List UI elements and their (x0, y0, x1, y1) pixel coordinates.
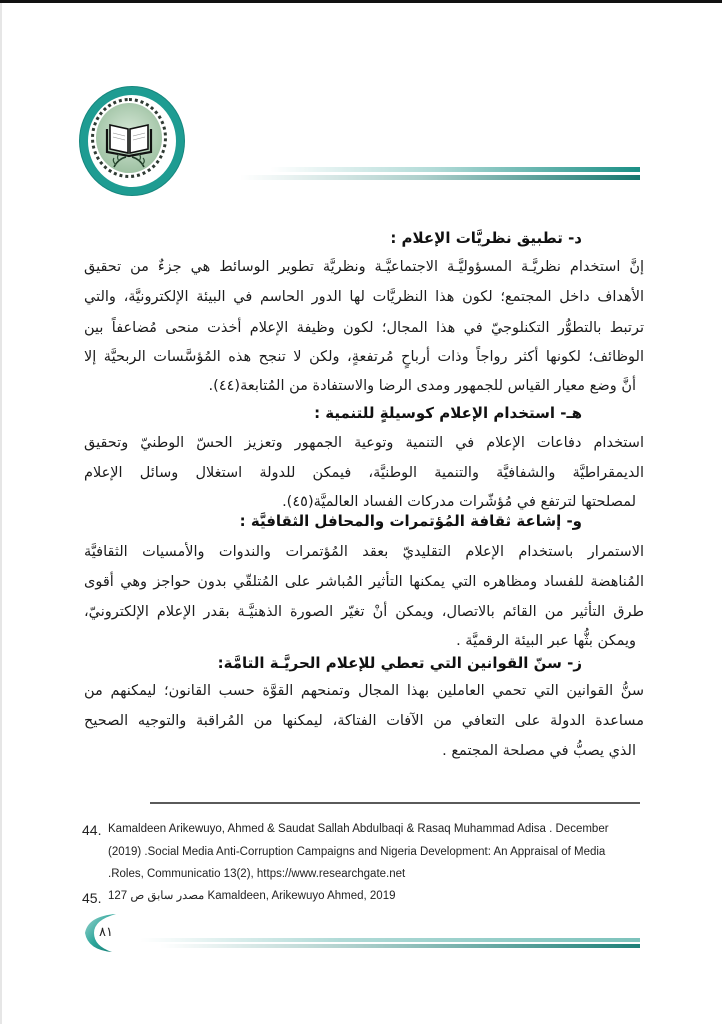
header-decorative-line (240, 175, 640, 180)
paragraph-line: أنَّ وضع معيار القياس للجمهور ومدى الرضا والاستفادة من المُتابعة(٤٤). (208, 378, 636, 394)
page-edge (0, 3, 2, 1024)
paragraph-line: ترتبط بالتطوُّر التكنلوجيّ في هذا المجال؛ لكون وظيفة الإعلام أخذت منحى مُضاعفاً بين (84, 320, 644, 336)
paragraph-line: الذي يصبُّ في مصلحة المجتمع . (442, 743, 636, 759)
footnote-link-text[interactable]: .Roles, Communicatio 13(2), https://www.researchgate.net (108, 868, 406, 880)
footnote-text: (2019) .Social Media Anti-Corruption Campaigns and Nigeria Development: An Appraisal of Media (108, 846, 606, 858)
paragraph-line: سنُّ القوانين التي تحمي العاملين بهذا المجال وتمنحهم القوَّة حسب القانون؛ ليمكنهم من (84, 683, 644, 699)
footnote-number: 45. (82, 890, 102, 906)
section-heading-d: د- تطبيق نظريَّات الإعلام : (390, 229, 582, 247)
paragraph-line: المُناهضة للفساد ومظاهره التي يمكنها التأثير المُباشر على المُتلقّي بدون حواجز وهي أقوى (84, 574, 644, 590)
section-heading-w: و- إشاعة ثقافة المُؤتمرات والمحافل الثقافيَّة : (239, 512, 582, 530)
page-number: ٨١ (99, 925, 113, 940)
paragraph-line: الوظائف؛ لكونها أكثر رواجاً وذات أرباحٍ مُرتفعةٍ، ولكن لا تنجح هذه المُؤسَّسات الربحيَّة إلا (84, 349, 644, 365)
footnote-separator (150, 802, 640, 804)
section-heading-z: ز- سنّ القوانين التي تعطي للإعلام الحريَّـة التامَّة: (217, 654, 582, 672)
footnote-text: Kamaldeen Arikewuyo, Ahmed & Saudat Sallah Abdulbaqi & Rasaq Muhammad Adisa . December (108, 823, 609, 835)
paragraph-line: مساعدة الدولة على التعافي من الآفات الفتاكة، ليمكنها من المُراقبة والتوجيه الصحيح (84, 713, 644, 729)
paragraph-line: ويمكن بثُّها عبر البيئة الرقميَّة . (456, 633, 636, 649)
paragraph-line: استخدام دفاعات الإعلام في التنمية وتوعية الجمهور وتعزيز الحسّ الوطنيّ وتحقيق (84, 435, 644, 451)
footer-decorative-line (160, 944, 640, 948)
footer-decorative-line (140, 938, 640, 942)
paragraph-line: طرق التأثير من القائم بالاتصال، ويمكن أنْ تغيّر الصورة الذهنيَّـة بقدر الإعلام الإلكترونيّ، (84, 604, 644, 620)
header-decorative-line (270, 167, 640, 172)
book-seal-logo-icon (80, 87, 184, 195)
top-bar (0, 0, 722, 3)
section-heading-h: هـ- استخدام الإعلام كوسيلةٍ للتنمية : (314, 404, 582, 422)
paragraph-line: الاستمرار باستخدام الإعلام التقليديّ بعقد المُؤتمرات والندوات والأمسيات الثقافيَّة (84, 544, 644, 560)
paragraph-line: الديمقراطيَّة والشفافيَّة والتنمية الوطنيَّة، فيمكن للدولة استغلال وسائل الإعلام (84, 465, 644, 481)
footnote-text: 127 مصدر سابق ص Kamaldeen, Arikewuyo Ahmed, 2019 (108, 890, 396, 902)
paragraph-line: الأهداف داخل المجتمع؛ لكون هذا النظريَّات لها الدور الحاسم في البيئة الإلكترونيَّة، والتي (84, 289, 644, 305)
footnote-number: 44. (82, 822, 102, 838)
paragraph-line: إنَّ استخدام نظريَّـة المسؤوليَّـة الاجتماعيَّـة ونظريَّة تطوير الوسائط هي جزءٌ من تحقيق (84, 259, 644, 275)
paragraph-line: لمصلحتها لترتفع في مُؤشّرات مدركات الفساد العالميَّة(٤٥). (282, 494, 636, 510)
